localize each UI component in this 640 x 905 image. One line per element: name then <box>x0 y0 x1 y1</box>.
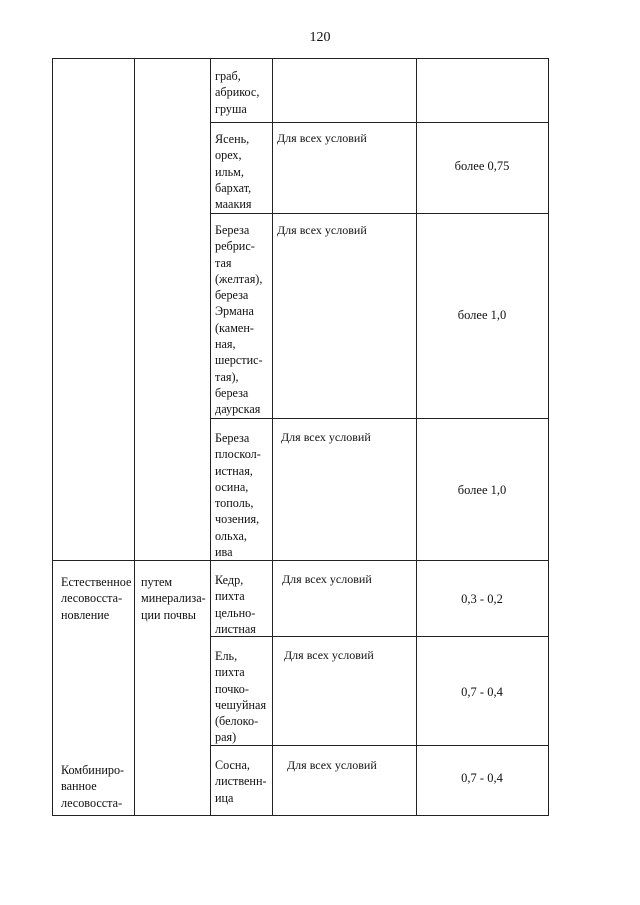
row-divider <box>210 418 549 419</box>
species-cell: Сосна, лиственн- ица <box>215 758 267 805</box>
row-divider <box>210 636 549 637</box>
column-divider-1 <box>134 58 135 816</box>
density-value: более 0,75 <box>454 159 510 173</box>
species-cell: Береза плоскол- истная, осина, тополь, чозения, ольха, ива <box>215 431 261 560</box>
species-cell: Ель, пихта почко- чешуйная (белоко- рая) <box>215 649 267 745</box>
species-cell: Ясень, орех, ильм, бархат, маакия <box>215 132 252 212</box>
condition-cell: Для всех условий <box>277 223 367 237</box>
density-value: 0,3 - 0,2 <box>461 592 503 606</box>
row-divider <box>210 213 549 214</box>
condition-cell: Для всех условий <box>277 131 367 145</box>
column-divider-3 <box>272 58 273 816</box>
method-natural: Естественное лесовосста- новление <box>61 575 132 622</box>
column-divider-2 <box>210 58 211 816</box>
row-divider <box>210 122 549 123</box>
species-cell: граб, абрикос, груша <box>215 69 260 116</box>
table-border-left <box>52 58 53 816</box>
density-value: 0,7 - 0,4 <box>461 771 503 785</box>
density-value: более 1,0 <box>457 308 507 322</box>
species-cell: Кедр, пихта цельно- листная <box>215 573 256 636</box>
method-combined: Комбиниро- ванное лесовосста- <box>61 763 125 810</box>
condition-cell: Для всех условий <box>281 430 371 444</box>
density-value: 0,7 - 0,4 <box>461 685 503 699</box>
condition-cell: Для всех условий <box>287 758 377 772</box>
condition-cell: Для всех условий <box>284 648 374 662</box>
condition-cell: Для всех условий <box>282 572 372 586</box>
species-cell: Береза ребрис- тая (желтая), береза Эрмана (камен- ная, шерстис- тая), береза даурская <box>215 223 263 417</box>
density-value: более 1,0 <box>457 483 507 497</box>
table-border-right <box>548 58 549 816</box>
technique: путем минерализа- ции почвы <box>141 575 206 622</box>
page-number: 120 <box>309 30 331 45</box>
row-divider <box>52 560 549 561</box>
table-border-top <box>52 58 549 59</box>
table-border-bottom <box>52 815 549 816</box>
